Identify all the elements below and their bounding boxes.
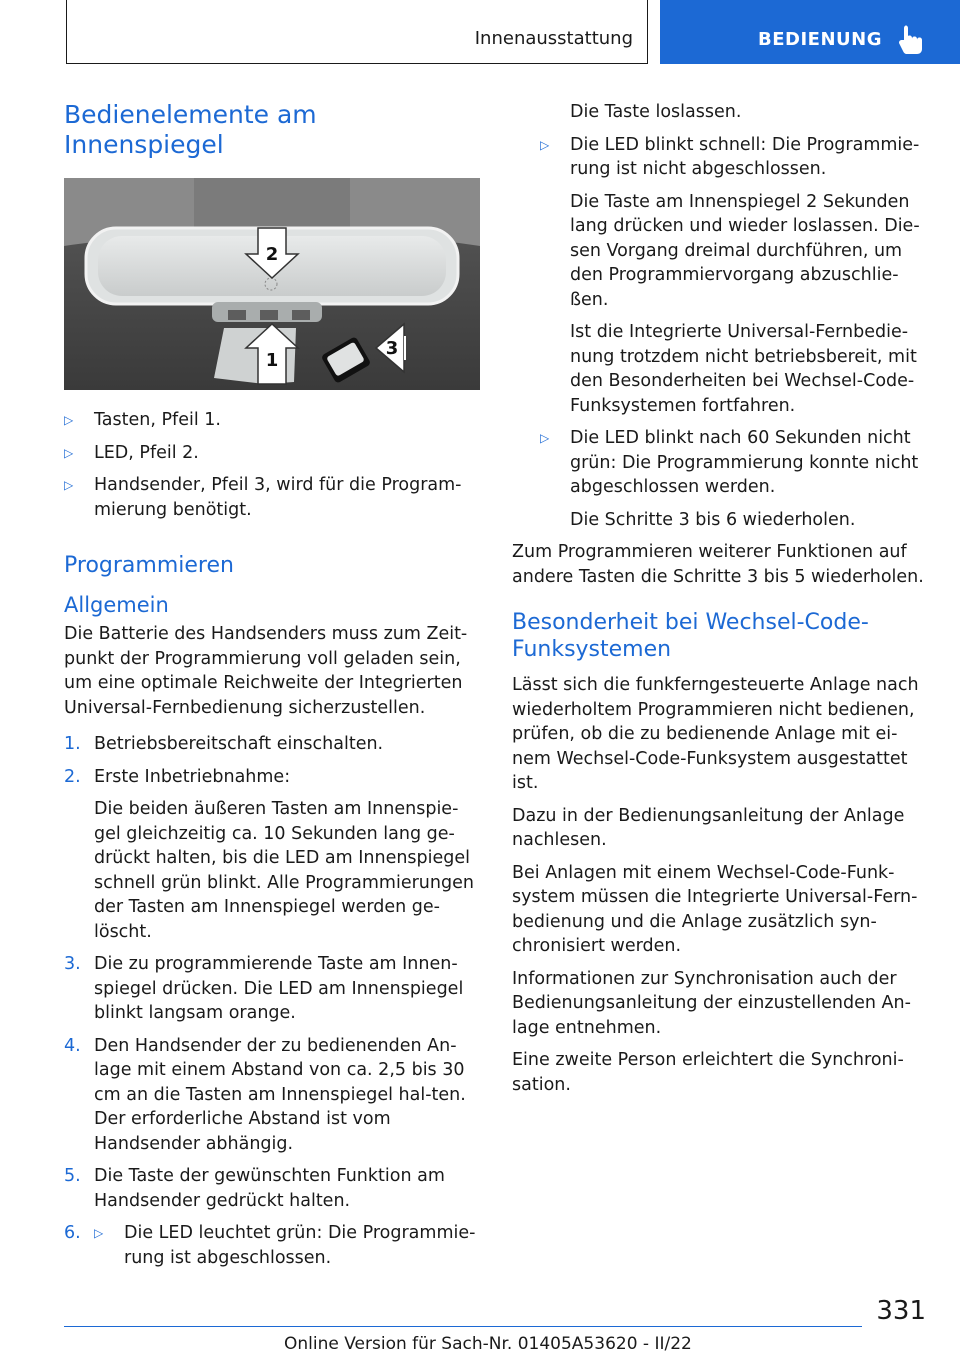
triangle-right-icon: ▷ — [94, 1226, 104, 1240]
footer-text: Online Version für Sach-Nr. 01405A53620 - II/22 — [284, 1334, 692, 1354]
list-item: 5. Die Taste der gewünschten Funktion am Handsender gedrückt halten. — [64, 1166, 445, 1211]
triangle-right-icon: ▷ — [64, 478, 74, 492]
figure-label-2: 2 — [265, 244, 279, 265]
list-item: 4. Den Handsender der zu bedienenden An-lage mit einem Abstand von ca. 2,5 bis 30 cm an die Tasten am Innenspiegel hal-ten. Der erforderliche Abstand ist vom Handsender abhängig. — [64, 1035, 466, 1154]
section-title-programming: Programmieren — [64, 553, 234, 578]
continuation-text: Die Taste loslassen. — [570, 102, 742, 122]
sub-item: ▷ Die LED leuchtet grün: Die Programmie-rung ist abgeschlossen. — [94, 1223, 476, 1268]
list-item: ▷ LED, Pfeil 2. — [64, 441, 484, 466]
figure-label-1: 1 — [265, 350, 279, 371]
pointing-hand-icon — [896, 24, 926, 56]
header-chapter-tab[interactable] — [660, 0, 960, 64]
paragraph: Informationen zur Synchronisation auch der Bedienungsanleitung der einzustellenden An-lage entnehmen. — [512, 968, 911, 1038]
paragraph: Bei Anlagen mit einem Wechsel-Code-Funk-system müssen die Integrierte Universal-Fern-bedienung und die Anlage zusätzlich syn-chronisiert werden. — [512, 862, 918, 956]
page-number: 331 — [876, 1296, 926, 1326]
header-section-box — [66, 0, 648, 64]
triangle-right-icon: ▷ — [540, 431, 550, 445]
paragraph: Lässt sich die funkferngesteuerte Anlage nach wiederholtem Programmieren nicht bedienen, prüfen, ob die zu bedienende Anlage mit ei-nem Wechsel-Code-Funksystem ausgestattet ist. — [512, 675, 919, 793]
controls-list — [64, 408, 484, 522]
list-item: 2. Erste Inbetriebnahme: Die beiden äußeren Tasten am Innenspie-gel gleichzeitig ca. 10 Sekunden lang ge-drückt halten, bis die LED am Innenspiegel schnell grün blinkt. Alle Programmierungen der Tasten am Innenspiegel werden ge-löscht. — [64, 766, 474, 942]
section-title-controls: Bedienelemente am Innenspiegel — [64, 100, 317, 159]
right-column — [512, 100, 932, 1097]
list-item: 3. Die zu programmierende Taste am Innen-spiegel drücken. Die LED am Innenspiegel blinkt langsam orange. — [64, 954, 464, 1023]
list-item: 6. ▷ Die LED leuchtet grün: Die Programmie-rung ist abgeschlossen. — [64, 1221, 484, 1270]
mirror-figure — [64, 178, 480, 390]
header-chapter-title: BEDIENUNG — [758, 29, 882, 50]
intro-paragraph: Die Batterie des Handsenders muss zum Zeit-punkt der Programmierung voll geladen sein, um eine optimale Reichweite der Integrierten Universal-Fernbedienung sicherzustellen. — [64, 624, 468, 718]
steps-list — [64, 732, 484, 1270]
paragraph: Zum Programmieren weiterer Funktionen auf andere Tasten die Schritte 3 bis 5 wiederholen. — [512, 542, 924, 587]
paragraph: Dazu in der Bedienungsanleitung der Anlage nachlesen. — [512, 805, 905, 850]
list-item: ▷ Die LED blinkt schnell: Die Programmie-rung ist nicht abgeschlossen. Die Taste am Innenspiegel 2 Sekunden lang drücken und wieder loslassen. Die-sen Vorgang dreimal durchführen, um den Programmiervorgang abzuschlie-ßen. Ist die Integrierte Universal-Fernbedie-nung trotzdem nicht betriebsbereit, mit den Besonderheiten bei Wechsel-Code-Funksystemen fortfahren. — [540, 134, 920, 416]
list-item: ▷ Die LED blinkt nach 60 Sekunden nicht grün: Die Programmierung konnte nicht abgeschlossen werden. Die Schritte 3 bis 6 wiederholen. — [540, 428, 919, 530]
list-item: ▷ Tasten, Pfeil 1. — [64, 408, 484, 433]
header-section-title: Innenausstattung — [474, 28, 633, 49]
triangle-right-icon: ▷ — [64, 445, 74, 460]
left-column — [64, 100, 484, 1270]
list-item: ▷ Handsender, Pfeil 3, wird für die Program-mierung benötigt. — [64, 475, 462, 520]
section-title-rolling-code: Besonderheit bei Wechsel-Code-Funksystemen — [512, 610, 869, 662]
subsection-title-general: Allgemein — [64, 593, 169, 617]
paragraph: Eine zweite Person erleichtert die Synchroni-sation. — [512, 1050, 904, 1095]
footer-divider — [64, 1326, 862, 1327]
triangle-right-icon: ▷ — [64, 413, 74, 427]
list-item: 1. Betriebsbereitschaft einschalten. — [64, 734, 384, 754]
figure-label-3: 3 — [385, 338, 399, 359]
triangle-right-icon: ▷ — [540, 137, 550, 152]
